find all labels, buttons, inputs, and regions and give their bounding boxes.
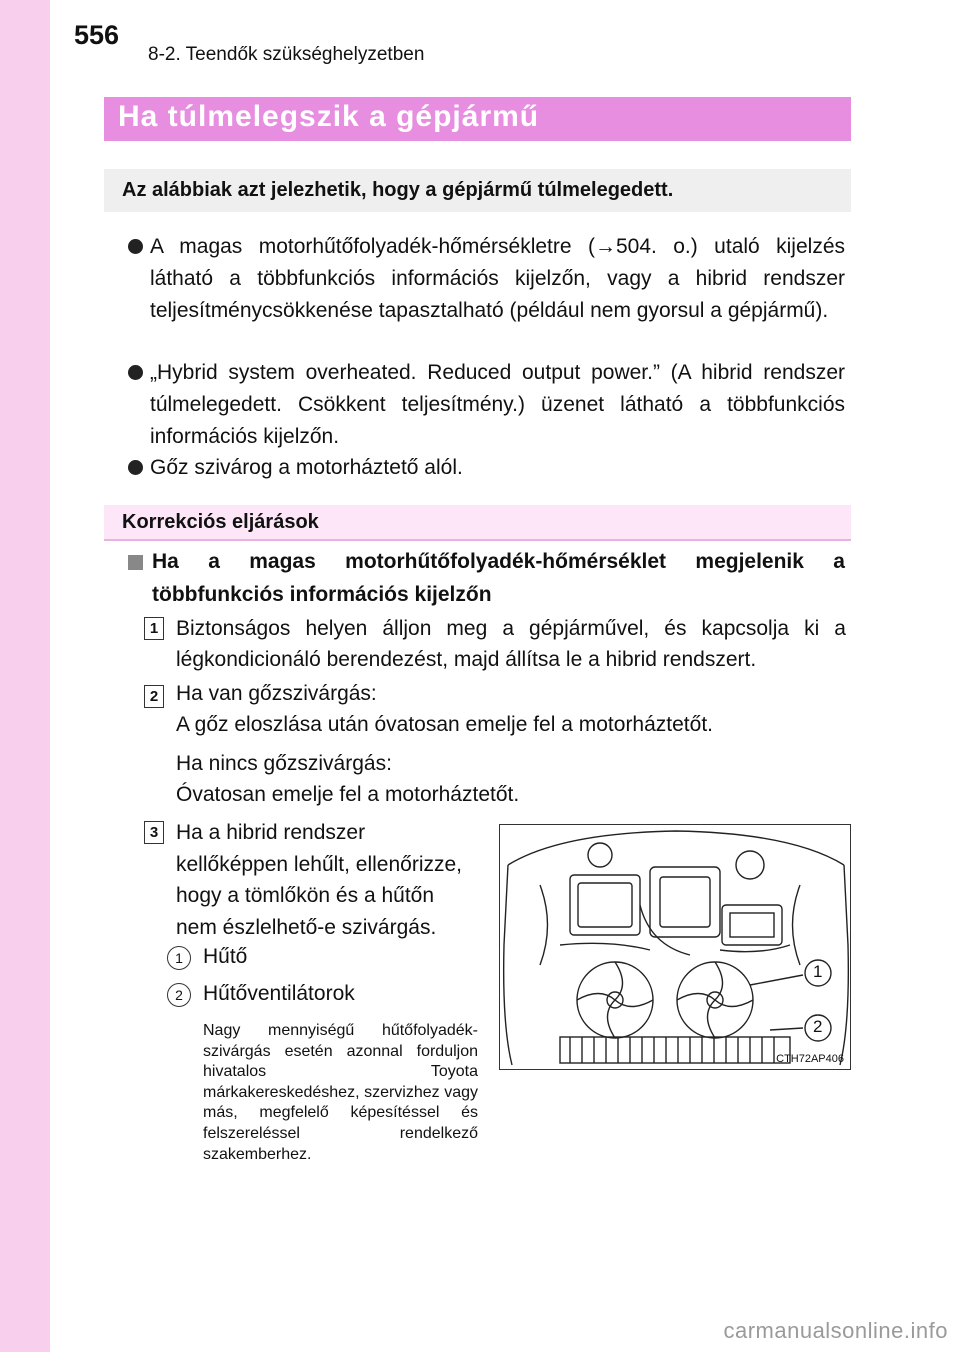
square-bullet-icon bbox=[128, 555, 143, 570]
figure-callout-2: 2 bbox=[813, 1017, 823, 1036]
step-number-box: 3 bbox=[144, 821, 164, 844]
intro-box: Az alábbiak azt jelezhetik, hogy a gépjármű túlmelegedett. bbox=[104, 169, 851, 212]
step-text-line: Óvatosan emelje fel a motorháztetőt. bbox=[176, 783, 520, 806]
engine-bay-drawing bbox=[500, 825, 851, 1070]
watermark: carmanualsonline.info bbox=[723, 1318, 948, 1343]
step-number-box: 1 bbox=[144, 617, 164, 640]
section-reference: 8-2. Teendők szükséghelyzetben bbox=[148, 44, 425, 65]
bullet-item: Gőz szivárog a motorháztető alól. bbox=[150, 456, 463, 479]
engine-bay-illustration bbox=[499, 824, 851, 1070]
part-number-circle: 1 bbox=[167, 946, 191, 970]
page-number: 556 bbox=[74, 20, 120, 50]
part-number-circle: 2 bbox=[167, 983, 191, 1007]
side-color-bar bbox=[0, 0, 50, 1352]
step-text-line: Ha van gőzszivárgás: bbox=[176, 682, 377, 705]
part-label: Hűtő bbox=[203, 945, 248, 968]
step-text: Biztonságos helyen álljon meg a gépjárművel, és kapcsolja ki a légkondicionáló berendezést, majd állítsa le a hibrid rendszert. bbox=[176, 617, 846, 671]
figure-callout-1: 1 bbox=[813, 962, 823, 981]
warning-note: Nagy mennyiségű hűtőfolyadék-szivárgás esetén azonnal forduljon hivatalos Toyota márkakereskedéshez, szervizhez vagy más, megfelelő képesítéssel és felszereléssel rendelkező szakemberhez. bbox=[203, 1022, 478, 1163]
procedure-heading: Ha a magas motorhűtőfolyadék-hőmérséklet megjelenik a többfunkciós információs kijelzőn bbox=[152, 550, 845, 606]
bullet-item: „Hybrid system overheated. Reduced output power.” (A hibrid rendszer túlmelegedett. Csökkent teljesítmény.) üzenet látható a többfunkciós információs kijelzőn. bbox=[150, 361, 845, 448]
step-number-box: 2 bbox=[144, 685, 164, 708]
bullet-icon bbox=[128, 239, 143, 254]
bullet-item: A magas motorhűtőfolyadék-hőmérsékletre (→504. o.) utaló kijelzés látható a többfunkciós információs kijelzőn, vagy a hibrid rendszer teljesítménycsökkenése tapasztalható (például nem gyorsul a gépjármű). bbox=[150, 235, 845, 322]
step-text-line: A gőz eloszlása után óvatosan emelje fel a motorháztetőt. bbox=[176, 713, 713, 736]
step-text-line: Ha nincs gőzszivárgás: bbox=[176, 752, 392, 775]
figure-code: CTH72AP406 bbox=[776, 1053, 844, 1065]
page-title: Ha túlmelegszik a gépjármű bbox=[104, 97, 851, 141]
step-text: Ha a hibrid rendszer kellőképpen lehűlt, ellenőrizze, hogy a tömlőkön és a hűtőn nem észlelhető-e szivárgás. bbox=[176, 821, 463, 939]
part-label: Hűtőventilátorok bbox=[203, 982, 355, 1005]
bullet-icon bbox=[128, 365, 143, 380]
sub-heading: Korrekciós eljárások bbox=[104, 505, 851, 541]
bullet-icon bbox=[128, 460, 143, 475]
